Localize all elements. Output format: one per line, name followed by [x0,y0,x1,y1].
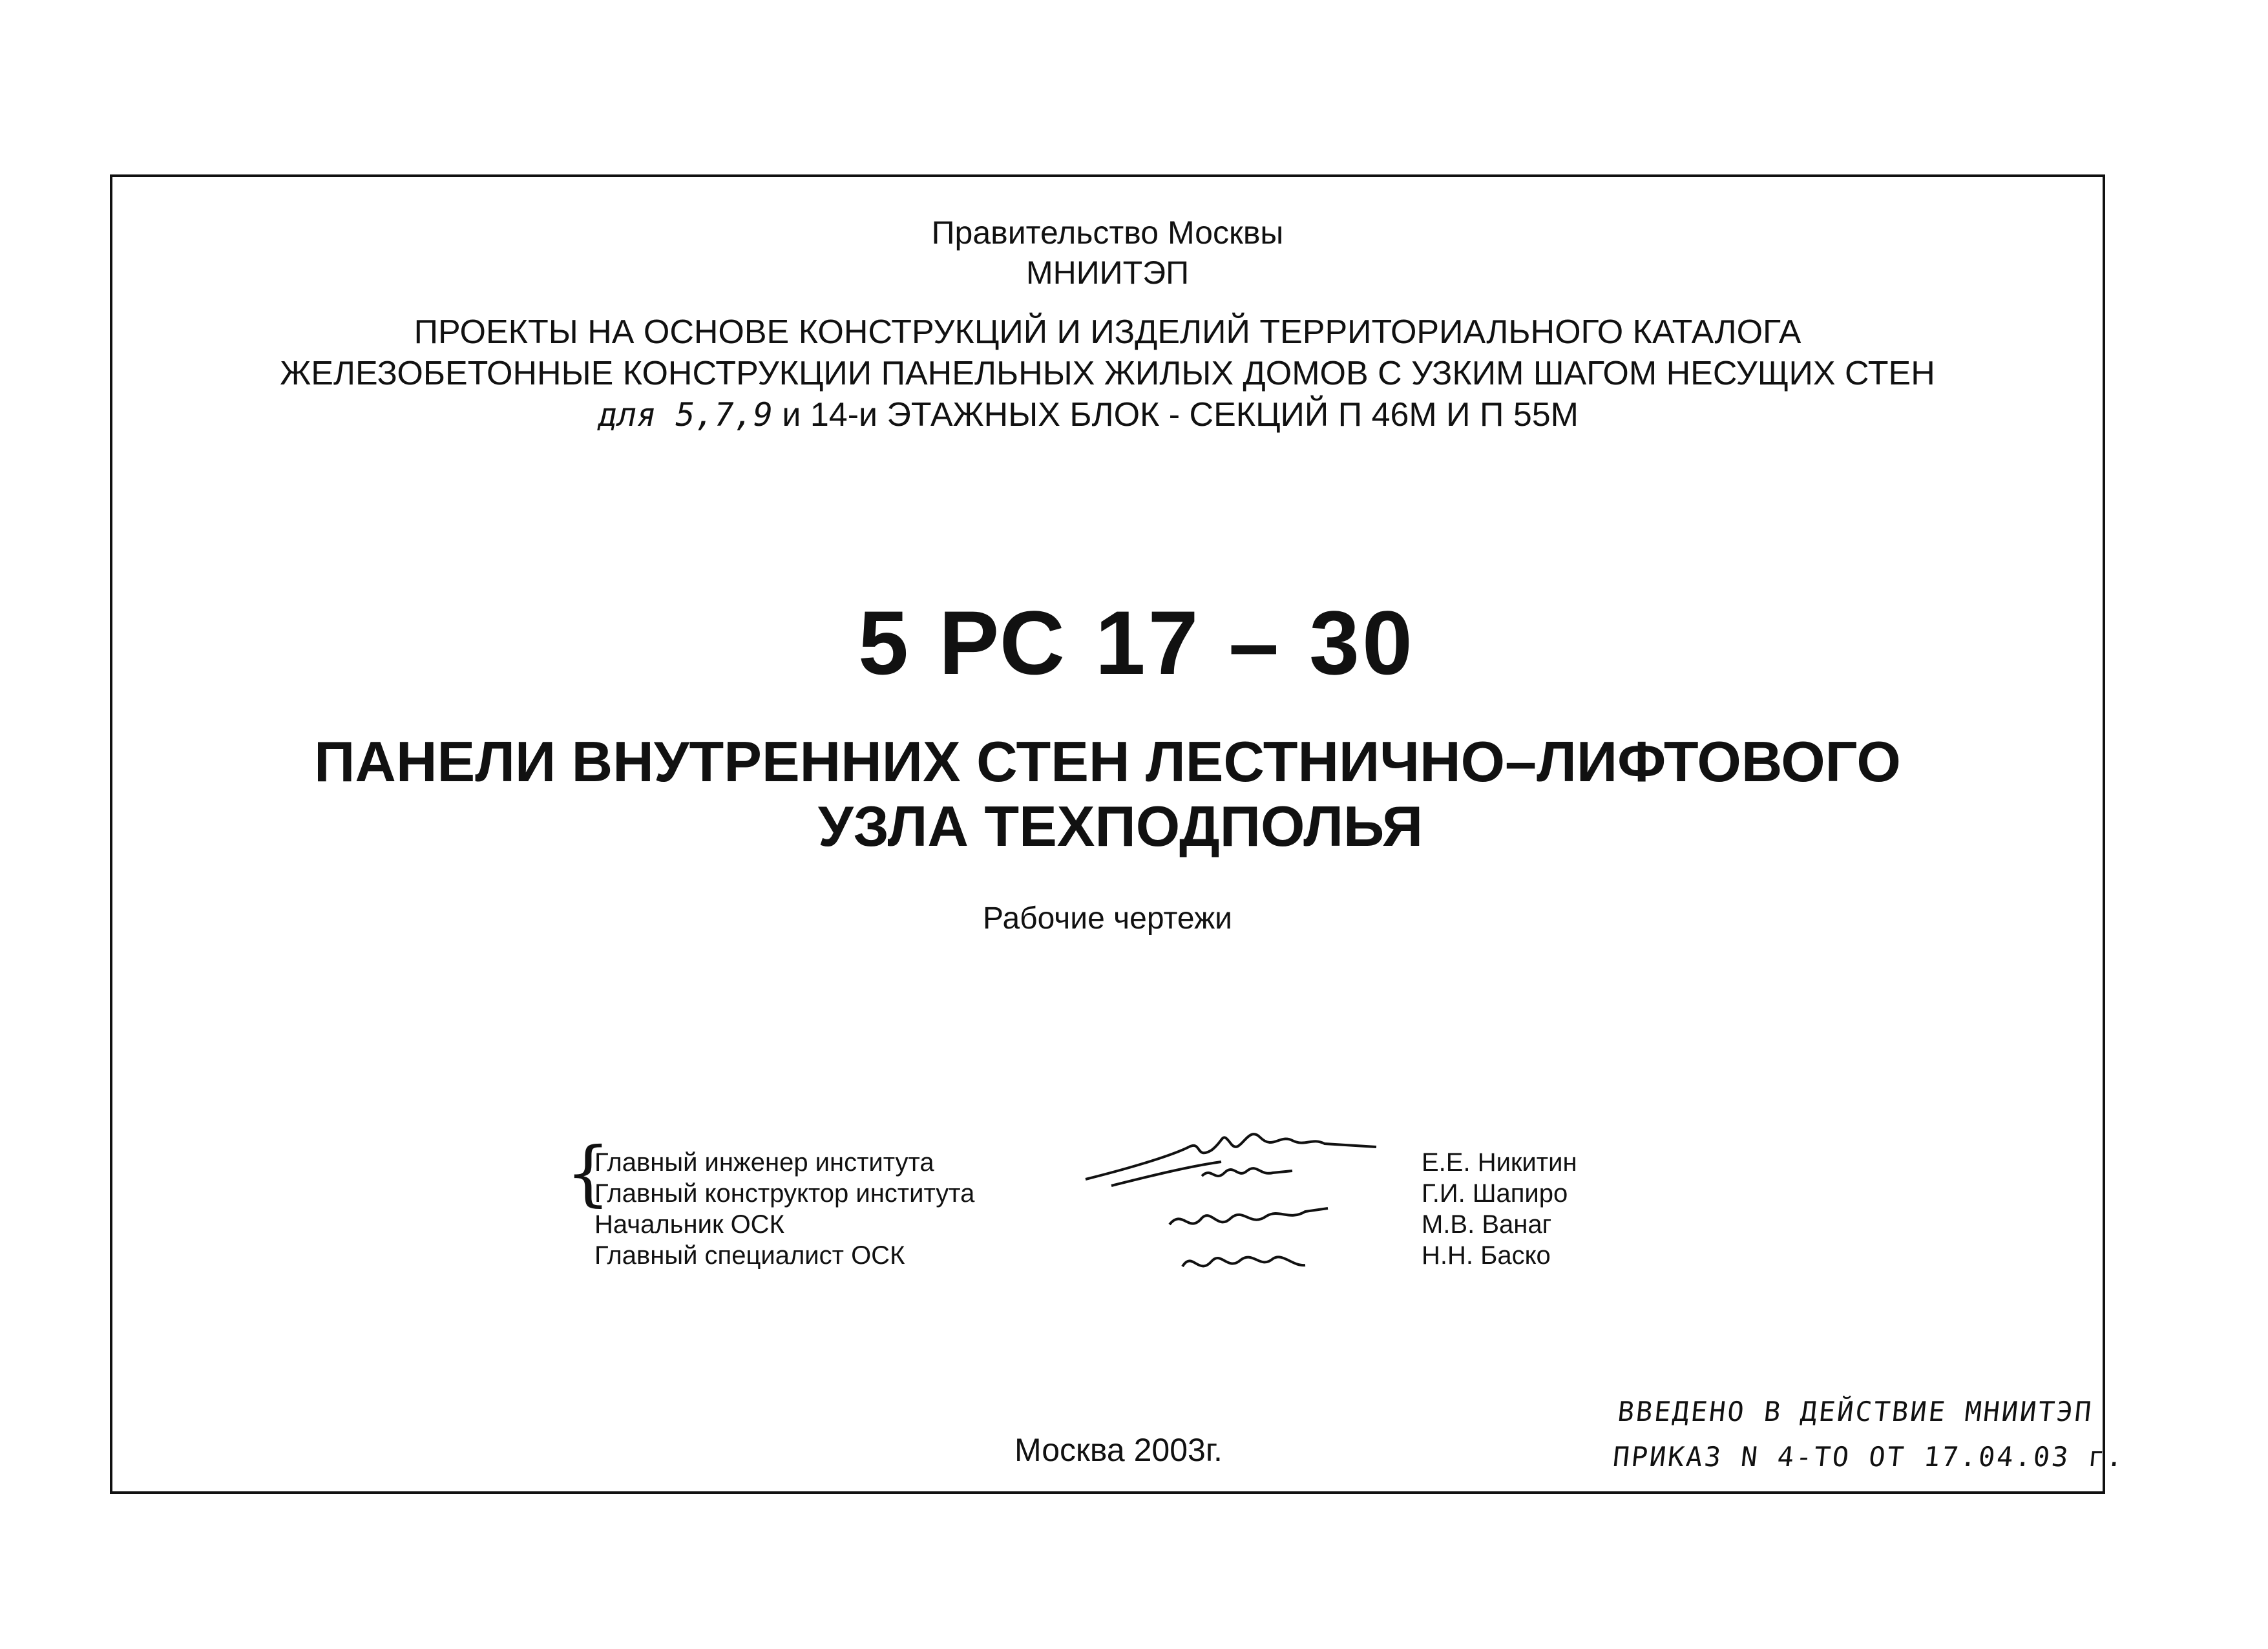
brace-mark: { [565,1131,611,1214]
role-1: Главный инженер института [594,1148,934,1177]
document-subtitle: Рабочие чертежи [983,901,1232,936]
role-3: Начальник ОСК [594,1210,784,1239]
signatures [1073,1111,1409,1305]
project-line-3-text: и 14-и ЭТАЖНЫХ БЛОК - СЕКЦИЙ П 46М И П 55М [772,396,1579,434]
name-1: Е.Е. Никитин [1422,1148,1577,1177]
document-title-line-2: УЗЛА ТЕХПОДПОЛЬЯ [817,794,1423,858]
handwritten-storeys: для 5,7,9 [598,396,773,434]
role-4: Главный специалист ОСК [594,1241,905,1270]
document-code: 5 РС 17 – 30 [858,592,1415,693]
project-line-3 [112,394,2103,436]
signatory-names [1422,1147,1577,1271]
enactment-note [1611,1389,2132,1480]
org-name: Правительство Москвы [931,215,1284,251]
project-line-2: ЖЕЛЕЗОБЕТОННЫЕ КОНСТРУКЦИИ ПАНЕЛЬНЫХ ЖИЛЫХ ДОМОВ С УЗКИМ ШАГОМ НЕСУЩИХ СТЕН [280,355,1935,392]
project-line-1: ПРОЕКТЫ НА ОСНОВЕ КОНСТРУКЦИЙ И ИЗДЕЛИЙ ТЕРРИТОРИАЛЬНОГО КАТАЛОГА [414,313,1801,351]
name-3: М.В. Ванаг [1422,1210,1552,1239]
enactment-line-1: ВВЕДЕНО В ДЕЙСТВИЕ МНИИТЭП [1616,1396,2095,1427]
role-2: Главный конструктор института [594,1179,975,1208]
enactment-line-2: ПРИКАЗ N 4-ТО ОТ 17.04.03 г. [1611,1441,2126,1473]
signatory-roles [594,1147,974,1271]
institute-name: МНИИТЭП [1025,255,1190,291]
name-4: Н.Н. Баско [1422,1241,1551,1270]
city-year: Москва 2003г. [1014,1432,1223,1468]
document-title-line-1: ПАНЕЛИ ВНУТРЕННИХ СТЕН ЛЕСТНИЧНО–ЛИФТОВОГО [314,730,1901,793]
name-2: Г.И. Шапиро [1422,1179,1568,1208]
